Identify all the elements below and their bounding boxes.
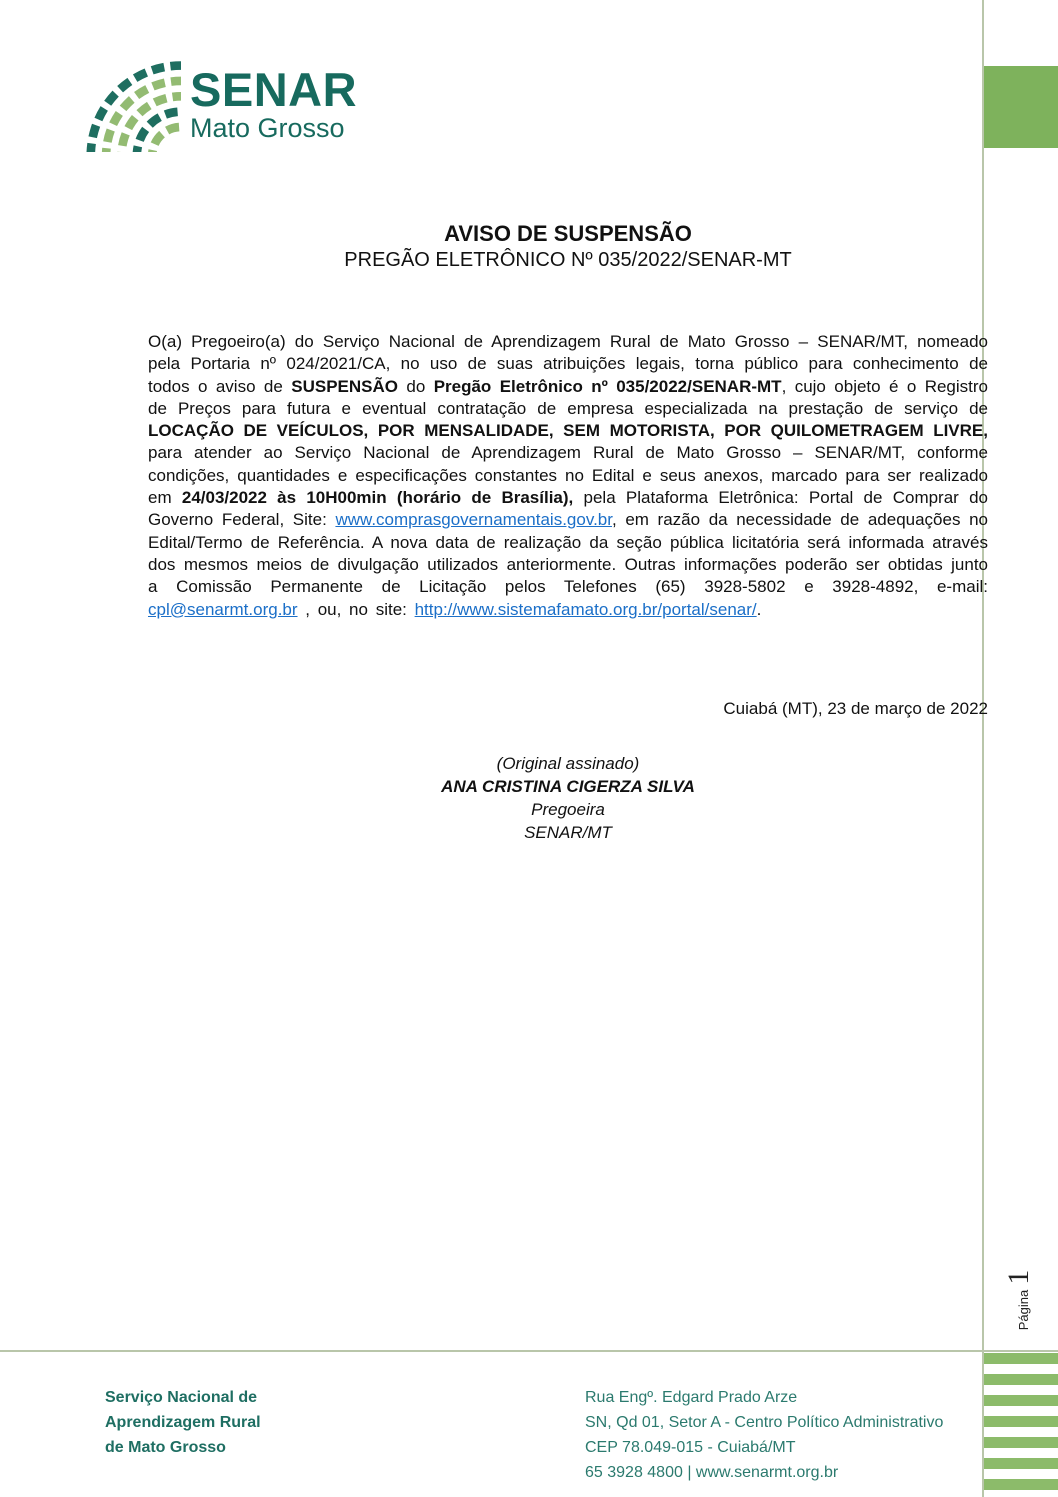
text-line: CEP 78.049-015 - Cuiabá/MT — [585, 1439, 796, 1456]
text-line: SN, Qd 01, Setor A - Centro Político Administrativo — [585, 1414, 944, 1431]
logo-wordmark: SENAR — [190, 63, 358, 116]
body-text: para atender ao Serviço Nacional de Aprendizagem Rural de Mato Grosso – SENAR/MT, conforme condições, quantidades e especificações constantes no Edital e seus anexos, marcado para ser realizado em — [148, 443, 988, 508]
page-word: Página — [1016, 1289, 1031, 1331]
footer-address — [585, 1385, 943, 1485]
body-text: pela Plataforma Eletrônica: Portal de Comprar do Governo Federal, Site: — [148, 488, 988, 530]
signature-role: Pregoeira — [531, 800, 605, 819]
doc-subtitle: PREGÃO ELETRÔNICO Nº 035/2022/SENAR-MT — [344, 249, 792, 271]
corner-green-block — [984, 66, 1058, 148]
body-text-bold: Pregão Eletrônico nº 035/2022/SENAR-MT — [433, 376, 782, 396]
dateline: Cuiabá (MT), 23 de março de 2022 — [723, 699, 988, 718]
signature-original: (Original assinado) — [496, 754, 640, 773]
body-link[interactable]: cpl@senarmt.org.br — [148, 599, 298, 619]
doc-title: AVISO DE SUSPENSÃO — [444, 221, 692, 246]
text-line: Serviço Nacional de — [105, 1389, 258, 1406]
footer-org-name — [105, 1385, 261, 1460]
body-text: , ou, no site: — [297, 599, 415, 619]
body-text-bold: 24/03/2022 às 10H00min (horário de Brasília), — [181, 488, 574, 508]
logo-region: Mato Grosso — [190, 113, 345, 143]
body-paragraph — [148, 331, 988, 621]
body-text: O(a) Pregoeiro(a) do Serviço Nacional de Aprendizagem Rural de Mato Grosso – SENAR/MT, nomeado pela Portaria nº 024/2021/CA, no uso de suas atribuições legais, torna público para conhecimento de todos o aviso de — [148, 332, 988, 396]
bottom-right-stripe-pattern — [984, 1353, 1058, 1497]
body-link[interactable]: http://www.sistemafamato.org.br/portal/senar/ — [414, 599, 757, 619]
logo-text — [190, 56, 357, 143]
body-text-bold: SUSPENSÃO — [291, 376, 398, 396]
text-line: de Mato Grosso — [105, 1439, 226, 1456]
footer-divider — [0, 1350, 1058, 1352]
page-number-label — [1002, 1245, 1038, 1355]
body-text: , em razão da necessidade de adequações no Edital/Termo de Referência. A nova data de realização da seção pública licitatória será informada através dos mesmos meios de divulgação utilizados anteriormente. Outras informações poderão ser obtidas junto a Comissão Permanente de Licitação pelos Telefones (65) 3928-5802 e 3928-4892, e-mail: — [148, 510, 988, 597]
body-text: , cujo objeto é o Registro de Preços para futura e eventual contratação de empresa especializada na prestação de serviço de — [148, 376, 988, 418]
body-text: do — [397, 376, 434, 396]
body-link[interactable]: www.comprasgovernamentais.gov.br — [335, 510, 612, 530]
senar-logo — [84, 56, 357, 157]
page-number: 1 — [1002, 1269, 1035, 1285]
body-text: . — [756, 599, 762, 619]
title-block — [148, 220, 988, 274]
signature-org: SENAR/MT — [524, 823, 612, 842]
signature-block — [148, 752, 988, 844]
text-line: 65 3928 4800 | www.senarmt.org.br — [585, 1464, 839, 1481]
signature-name: ANA CRISTINA CIGERZA SILVA — [441, 777, 695, 796]
senar-logo-mark-icon — [84, 56, 182, 157]
text-line: Aprendizagem Rural — [105, 1414, 261, 1431]
body-text-bold: LOCAÇÃO DE VEÍCULOS, POR MENSALIDADE, SEM MOTORISTA, POR QUILOMETRAGEM LIVRE, — [148, 421, 988, 441]
text-line: Rua Engº. Edgard Prado Arze — [585, 1389, 798, 1406]
